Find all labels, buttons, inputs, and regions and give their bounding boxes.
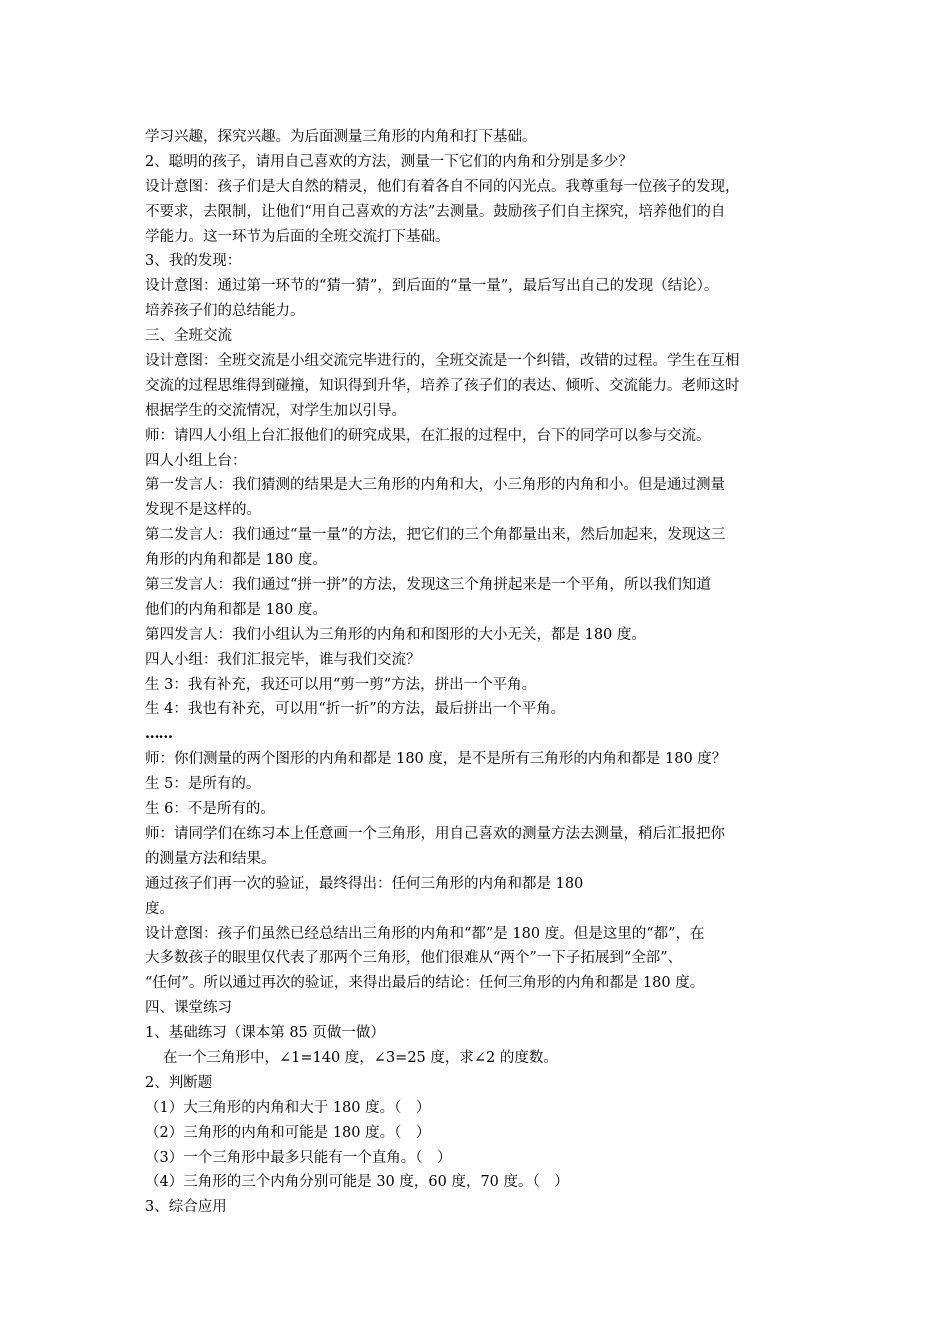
text-line: 第二发言人：我们通过“量一量”的方法，把它们的三个角都量出来，然后加起来，发现这三 <box>145 527 726 544</box>
text-line: 学习兴趣，探究兴趣。为后面测量三角形的内角和打下基础。 <box>145 129 537 145</box>
text-line: 根据学生的交流情况，对学生加以引导。 <box>145 402 406 419</box>
text-line: 学能力。这一环节为后面的全班交流打下基础。 <box>145 228 450 245</box>
text-line: 第四发言人：我们小组认为三角形的内角和和图形的大小无关，都是 180 度。 <box>145 626 646 643</box>
document-page <box>145 125 815 1220</box>
text-line: 生 3：我有补充，我还可以用“剪一剪”方法，拼出一个平角。 <box>145 676 537 693</box>
text-line: 四人小组上台： <box>145 452 247 469</box>
text-line: 的测量方法和结果。 <box>145 850 276 867</box>
judgement-item: （3）一个三角形中最多只能有一个直角。（ ） <box>145 1149 452 1166</box>
judgement-item: （2）三角形的内角和可能是 180 度。（ ） <box>145 1124 431 1141</box>
text-line: 2、聪明的孩子，请用自己喜欢的方法，测量一下它们的内角和分别是多少？ <box>145 153 633 170</box>
text-line: 他们的内角和都是 180 度。 <box>145 601 327 618</box>
text-line: 生 5：是所有的。 <box>145 776 261 793</box>
text-line: 设计意图：全班交流是小组交流完毕进行的，全班交流是一个纠错，改错的过程。学生在互相 <box>145 353 740 370</box>
ellipsis-line: …… <box>145 725 172 743</box>
text-line: 交流的过程思维得到碰撞，知识得到升华，培养了孩子们的表达、倾听、交流能力。老师这时 <box>145 377 740 394</box>
text-line: 生 6：不是所有的。 <box>145 801 275 818</box>
judgement-item: （4）三角形的三个内角分别可能是 30 度，60 度，70 度。（ ） <box>145 1174 569 1191</box>
text-line: 设计意图：孩子们虽然已经总结出三角形的内角和“都”是 180 度。但是这里的“都”，在 <box>145 925 705 942</box>
judgement-item: （1）大三角形的内角和大于 180 度。（ ） <box>145 1099 431 1116</box>
text-line: 度。 <box>145 900 174 917</box>
text-line: 不要求，去限制，让他们“用自己喜欢的方法”去测量。鼓励孩子们自主探究，培养他们的自 <box>145 203 726 220</box>
text-line: 师：你们测量的两个图形的内角和都是 180 度，是不是所有三角形的内角和都是 180 度？ <box>145 751 727 768</box>
text-line: 师：请同学们在练习本上任意画一个三角形，用自己喜欢的测量方法去测量，稍后汇报把你 <box>145 825 725 842</box>
text-line: 第一发言人：我们猜测的结果是大三角形的内角和大，小三角形的内角和小。但是通过测量 <box>145 477 725 494</box>
section-heading: 三、全班交流 <box>145 328 232 345</box>
text-line: 角形的内角和都是 180 度。 <box>145 552 327 569</box>
text-line: 设计意图：通过第一环节的“猜一猜”，到后面的“量一量”，最后写出自己的发现（结论）。 <box>145 278 719 295</box>
section-heading: 3、我的发现： <box>145 253 242 270</box>
text-line: 3、综合应用 <box>145 1199 227 1216</box>
text-line: 生 4：我也有补充，可以用“折一折”的方法，最后拼出一个平角。 <box>145 701 566 718</box>
text-line: 培养孩子们的总结能力。 <box>145 303 305 320</box>
section-heading: 四、课堂练习 <box>145 1000 232 1017</box>
exercise-line: 在一个三角形中，∠1=140 度，∠3=25 度，求∠2 的度数。 <box>163 1049 558 1066</box>
text-line: 大多数孩子的眼里仅代表了那两个三角形，他们很难从“两个”一下子拓展到“全部”、 <box>145 950 683 967</box>
text-line: “任何”。所以通过再次的验证，来得出最后的结论：任何三角形的内角和都是 180 度。 <box>145 975 705 992</box>
text-line: 2、判断题 <box>145 1074 213 1091</box>
text-line: 设计意图：孩子们是大自然的精灵，他们有着各自不同的闪光点。我尊重每一位孩子的发现， <box>145 178 740 195</box>
text-line: 1、基础练习（课本第 85 页做一做） <box>145 1025 385 1042</box>
text-line: 师：请四人小组上台汇报他们的研究成果，在汇报的过程中，台下的同学可以参与交流。 <box>145 427 711 444</box>
text-line: 发现不是这样的。 <box>145 502 261 519</box>
text-line: 四人小组：我们汇报完毕，谁与我们交流？ <box>145 651 421 668</box>
text-line: 第三发言人：我们通过“拼一拼”的方法，发现这三个角拼起来是一个平角，所以我们知道 <box>145 577 711 594</box>
text-line: 通过孩子们再一次的验证，最终得出：任何三角形的内角和都是 180 <box>145 875 584 892</box>
